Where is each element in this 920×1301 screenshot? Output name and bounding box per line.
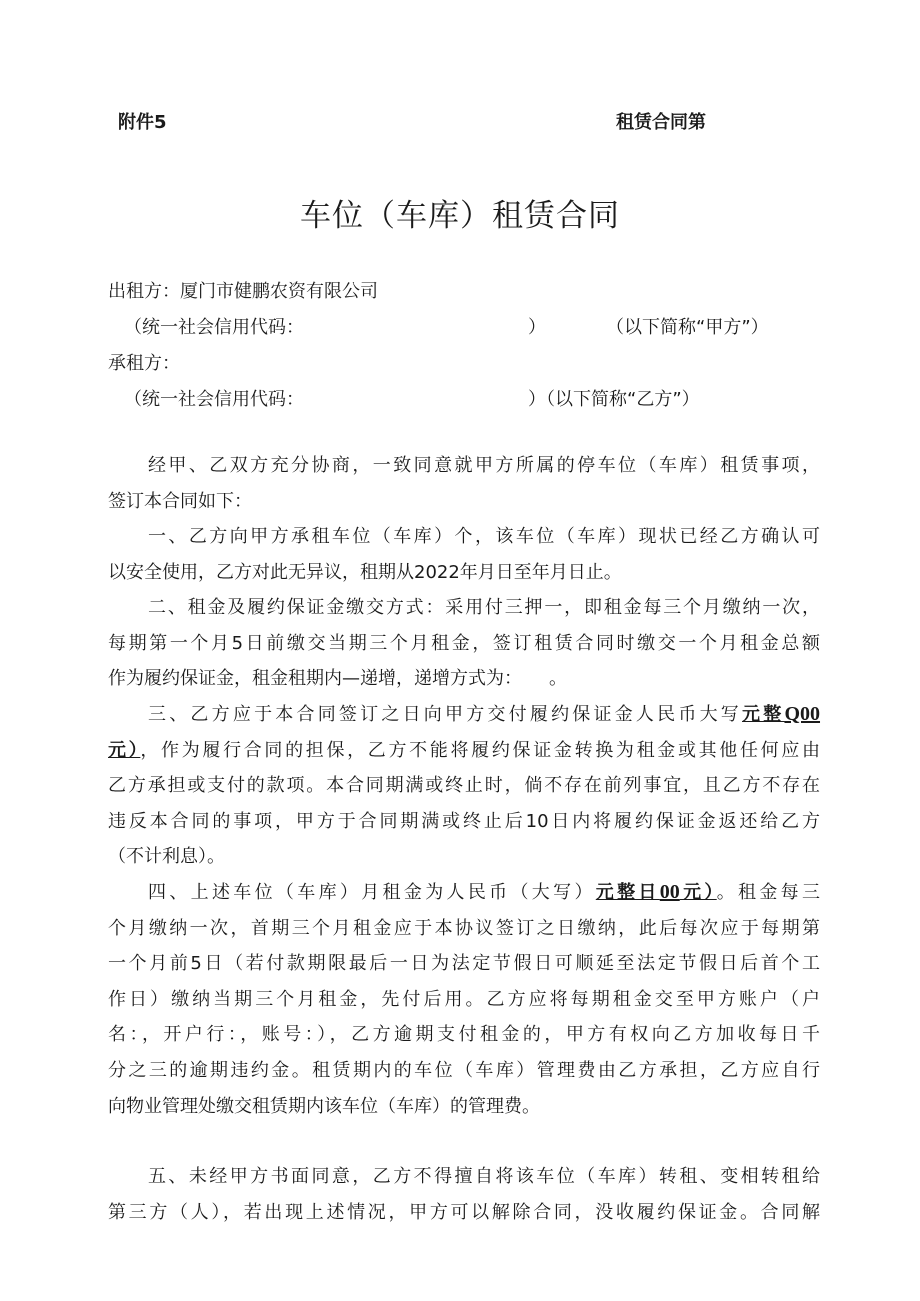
deposit-amount-number: Q00 — [784, 703, 821, 725]
text-line: 向物业管理处缴交租赁期内该车位（车库）的管理费。 — [108, 1095, 540, 1117]
lessor-alias: （以下简称“甲方”） — [606, 317, 769, 338]
rent-amount-number: 00 — [659, 881, 680, 903]
intro-paragraph — [108, 448, 820, 519]
rent-text: 。租金每三 — [716, 882, 821, 903]
text-line: 个月缴纳一次，首期三个月租金应于本协议签订之日缴纳，此后每次应于每期第 — [108, 917, 820, 939]
lessee-alias: ）（以下简称“乙方”） — [528, 389, 700, 410]
clause-1 — [108, 519, 820, 590]
text-line — [108, 875, 820, 911]
document-title: 车位（车库）租赁合同 — [300, 198, 620, 234]
contract-number-label: 租赁合同第 — [616, 112, 706, 133]
text-line: 违反本合同的事项，甲方于合同期满或终止后10日内将履约保证金返还给乙方 — [108, 810, 820, 832]
text-line — [108, 733, 820, 769]
clause-2 — [108, 590, 820, 697]
text-line: 第三方（人），若出现上述情况，甲方可以解除合同，没收履约保证金。合同解 — [108, 1201, 820, 1223]
lessee-line: 承租方： — [108, 353, 180, 374]
attachment-label: 附件5 — [118, 112, 167, 133]
deposit-amount-close: 元） — [108, 739, 141, 761]
text-line: 五、未经甲方书面同意，乙方不得擅自将该车位（车库）转租、变相转租给 — [148, 1166, 820, 1187]
text-line: （不计利息）。 — [108, 846, 225, 868]
text-line: 作日）缴纳当期三个月租金，先付后用。乙方应将每期租金交至甲方账户（户 — [108, 988, 820, 1010]
text-line: 名：，开户行：，账号：），乙方逾期支付租金的，甲方有权向乙方加收每日千 — [108, 1024, 820, 1046]
text-line: 一、乙方向甲方承租车位（车库）个，该车位（车库）现状已经乙方确认可 — [148, 526, 820, 547]
text-line: 经甲、乙双方充分协商，一致同意就甲方所属的停车位（车库）租赁事项， — [148, 455, 820, 476]
text-line — [108, 697, 820, 733]
text-line: 二、租金及履约保证金缴交方式：采用付三押一，即租金每三个月缴纳一次， — [148, 597, 820, 618]
lessor-line: 出租方：厦门市健鹏农资有限公司 — [108, 281, 378, 302]
lessee-credit-code: （统一社会信用代码： — [124, 389, 304, 410]
text-line: 每期第一个月5日前缴交当期三个月租金，签订租赁合同时缴交一个月租金总额 — [108, 632, 820, 654]
rent-amount-words: 元整日 — [595, 882, 660, 903]
deposit-text: 三、乙方应于本合同签订之日向甲方交付履约保证金人民币大写 — [148, 704, 743, 725]
deposit-text: ，作为履行合同的担保，乙方不能将履约保证金转换为租金或其他任何应由 — [140, 739, 821, 761]
clause-4 — [108, 875, 820, 1124]
clause-5 — [108, 1159, 820, 1230]
text-line: 乙方承担或支付的款项。本合同期满或终止时，倘不存在前列事宜，且乙方不存在 — [108, 775, 820, 797]
lessor-credit-close: ） — [528, 317, 546, 338]
rent-amount-close: 元） — [679, 882, 717, 903]
text-line: 作为履约保证金，租金租期内—递增，递增方式为： 。 — [108, 668, 567, 690]
text-line: 签订本合同如下： — [108, 490, 252, 512]
clause-3 — [108, 697, 820, 875]
text-line: 一个月前5日（若付款期限最后一日为法定节假日可顺延至法定节假日后首个工 — [108, 953, 820, 975]
text-line: 以安全使用，乙方对此无异议，租期从2022年月日至年月日止。 — [108, 561, 622, 583]
rent-text: 四、上述车位（车库）月租金为人民币（大写） — [148, 882, 596, 903]
deposit-amount-words: 元整 — [742, 704, 785, 725]
lessor-credit-code: （统一社会信用代码： — [124, 317, 304, 338]
text-line: 分之三的逾期违约金。租赁期内的车位（车库）管理费由乙方承担，乙方应自行 — [108, 1059, 820, 1081]
